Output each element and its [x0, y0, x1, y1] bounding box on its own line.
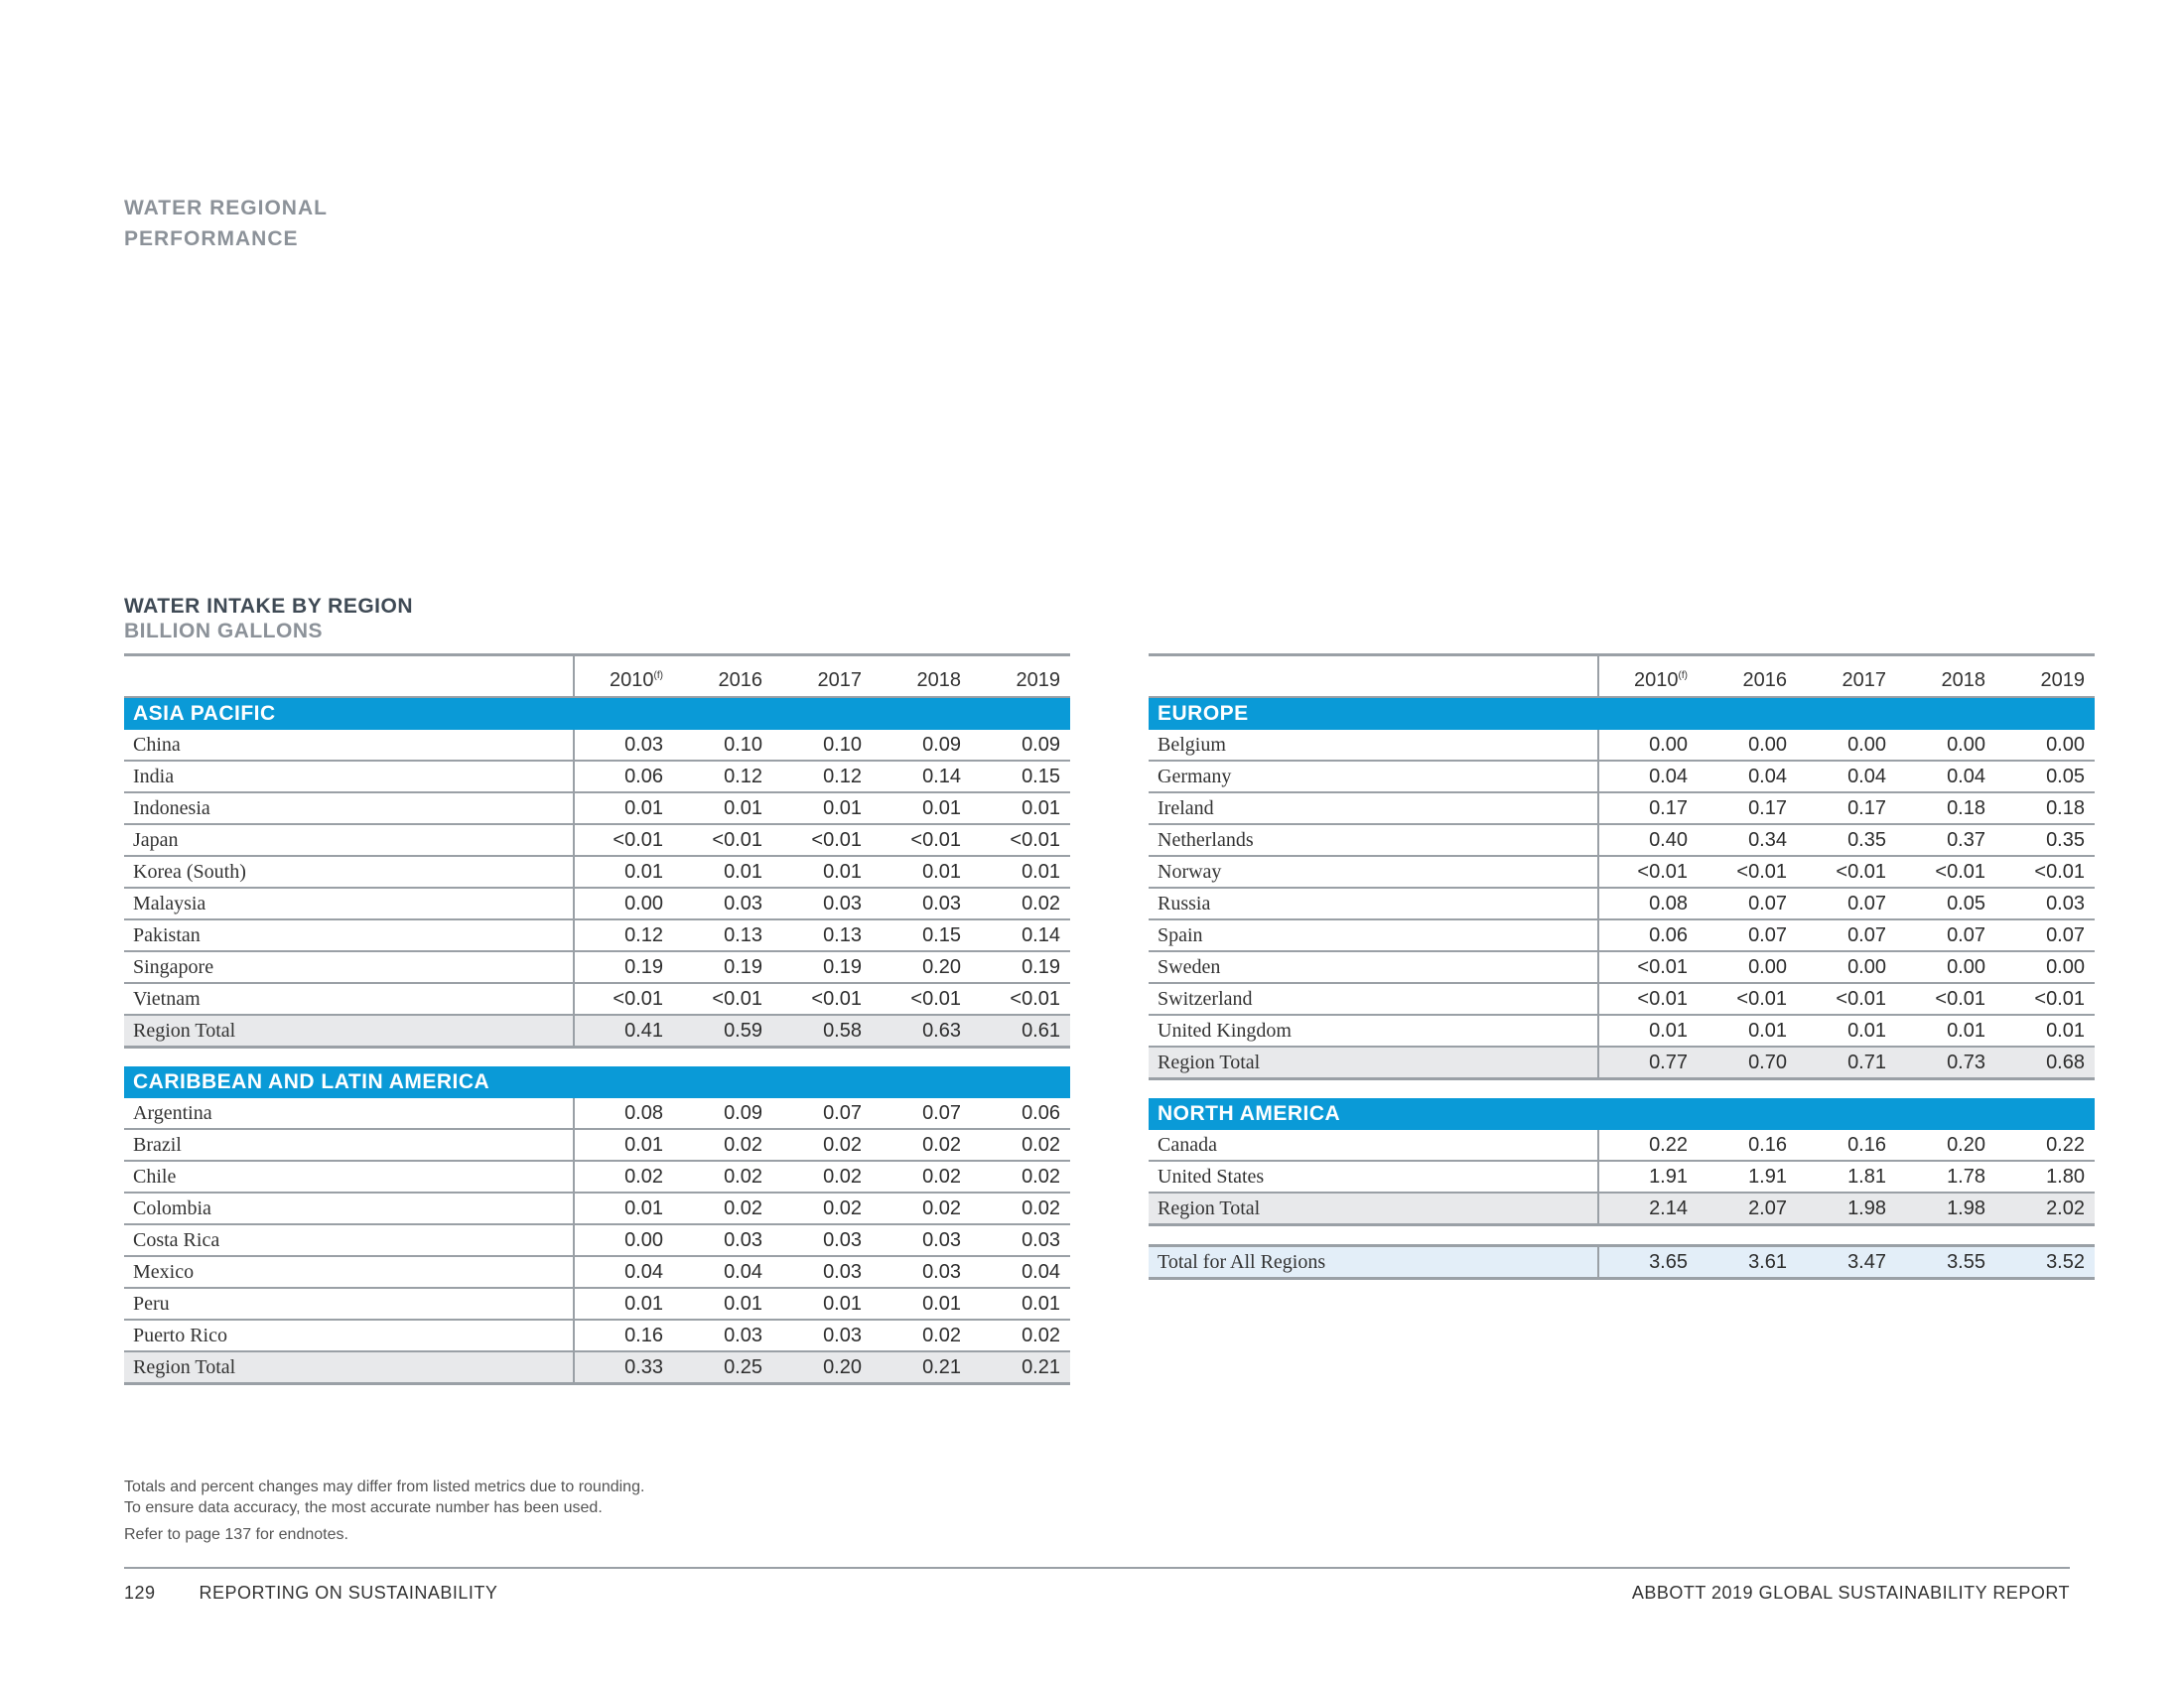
value-cell: 0.05 — [1995, 761, 2095, 792]
value-cell: 0.17 — [1698, 792, 1797, 824]
note-line-2: To ensure data accuracy, the most accurate number has been used. — [124, 1499, 603, 1516]
table-subtitle: BILLION GALLONS — [124, 620, 323, 642]
value-cell: 0.59 — [673, 1015, 772, 1048]
region-total-row — [124, 1351, 1070, 1384]
value-cell: 0.01 — [673, 792, 772, 824]
value-cell: 0.22 — [1598, 1130, 1698, 1161]
value-cell: 0.68 — [1995, 1047, 2095, 1079]
table-row — [124, 1161, 1070, 1193]
value-cell: 0.01 — [574, 856, 673, 888]
value-cell: <0.01 — [1598, 983, 1698, 1015]
value-cell: 0.02 — [673, 1193, 772, 1224]
grand-total-value: 3.47 — [1797, 1246, 1896, 1279]
value-cell: 0.07 — [1896, 919, 1995, 951]
row-label: Costa Rica — [124, 1224, 574, 1256]
region-header-north-america — [1149, 1098, 2095, 1130]
value-cell: <0.01 — [772, 824, 872, 856]
value-cell: 1.91 — [1598, 1161, 1698, 1193]
value-cell: 0.01 — [1698, 1015, 1797, 1047]
value-cell: 0.01 — [1797, 1015, 1896, 1047]
value-cell: 0.01 — [574, 1288, 673, 1320]
row-label: Germany — [1149, 761, 1598, 792]
table-row — [1149, 1161, 2095, 1193]
value-cell: 0.00 — [1698, 951, 1797, 983]
value-cell: <0.01 — [971, 983, 1070, 1015]
value-cell: <0.01 — [872, 824, 971, 856]
row-label: Ireland — [1149, 792, 1598, 824]
row-label: Norway — [1149, 856, 1598, 888]
table-row — [1149, 792, 2095, 824]
value-cell: <0.01 — [1896, 983, 1995, 1015]
value-cell: 0.22 — [1995, 1130, 2095, 1161]
value-cell: 0.19 — [971, 951, 1070, 983]
region-spacer — [1149, 1079, 2095, 1099]
value-cell: <0.01 — [1698, 983, 1797, 1015]
value-cell: 0.63 — [872, 1015, 971, 1048]
value-cell: 0.10 — [673, 730, 772, 761]
note-line-1: Totals and percent changes may differ from listed metrics due to rounding. — [124, 1478, 645, 1495]
grand-total-value: 3.61 — [1698, 1246, 1797, 1279]
row-label: India — [124, 761, 574, 792]
table-row — [1149, 761, 2095, 792]
region-header-europe — [1149, 697, 2095, 730]
value-cell: 0.14 — [971, 919, 1070, 951]
value-cell: 0.03 — [872, 1256, 971, 1288]
value-cell: 0.15 — [971, 761, 1070, 792]
value-cell: 0.07 — [772, 1098, 872, 1129]
table-row — [1149, 888, 2095, 919]
value-cell: <0.01 — [872, 983, 971, 1015]
page-number: 129 — [124, 1583, 156, 1603]
value-cell: 0.02 — [971, 888, 1070, 919]
value-cell: 0.04 — [574, 1256, 673, 1288]
value-cell: 2.14 — [1598, 1193, 1698, 1225]
value-cell: 0.02 — [872, 1129, 971, 1161]
section-title-line-1: WATER REGIONAL — [124, 197, 328, 219]
region-name: NORTH AMERICA — [1149, 1098, 2095, 1130]
value-cell: 0.01 — [574, 792, 673, 824]
value-cell: 1.98 — [1797, 1193, 1896, 1225]
section-title-line-2: PERFORMANCE — [124, 227, 299, 250]
header-2018: 2018 — [1896, 655, 1995, 698]
value-cell: 0.07 — [1698, 888, 1797, 919]
value-cell: 0.13 — [772, 919, 872, 951]
value-cell: 0.01 — [872, 856, 971, 888]
value-cell: 1.78 — [1896, 1161, 1995, 1193]
value-cell: 0.04 — [1896, 761, 1995, 792]
row-label: Spain — [1149, 919, 1598, 951]
value-cell: 0.21 — [971, 1351, 1070, 1384]
table-row — [124, 1129, 1070, 1161]
value-cell: 1.98 — [1896, 1193, 1995, 1225]
value-cell: 0.03 — [673, 888, 772, 919]
value-cell: 0.04 — [673, 1256, 772, 1288]
value-cell: 0.02 — [772, 1193, 872, 1224]
value-cell: 0.01 — [673, 856, 772, 888]
header-2018: 2018 — [872, 655, 971, 698]
value-cell: 0.18 — [1896, 792, 1995, 824]
value-cell: 0.00 — [1995, 730, 2095, 761]
header-2010-label: 2010 — [610, 669, 654, 691]
value-cell: 0.19 — [673, 951, 772, 983]
value-cell: 0.01 — [673, 1288, 772, 1320]
value-cell: 0.03 — [772, 888, 872, 919]
value-cell: <0.01 — [1797, 856, 1896, 888]
header-2010-label: 2010 — [1634, 669, 1679, 691]
value-cell: 0.00 — [1896, 730, 1995, 761]
value-cell: <0.01 — [1896, 856, 1995, 888]
table-row — [1149, 983, 2095, 1015]
region-total-row — [1149, 1047, 2095, 1079]
value-cell: 0.03 — [1995, 888, 2095, 919]
value-cell: 0.02 — [673, 1161, 772, 1193]
row-label: Pakistan — [124, 919, 574, 951]
row-label: Region Total — [124, 1015, 574, 1048]
value-cell: 0.08 — [574, 1098, 673, 1129]
row-label: Mexico — [124, 1256, 574, 1288]
value-cell: <0.01 — [1598, 856, 1698, 888]
value-cell: 0.18 — [1995, 792, 2095, 824]
header-2017: 2017 — [772, 655, 872, 698]
table-row — [124, 824, 1070, 856]
header-2017: 2017 — [1797, 655, 1896, 698]
row-label: Indonesia — [124, 792, 574, 824]
value-cell: 0.12 — [574, 919, 673, 951]
grand-total-row — [1149, 1246, 2095, 1279]
value-cell: 0.03 — [872, 1224, 971, 1256]
value-cell: <0.01 — [1598, 951, 1698, 983]
value-cell: 2.07 — [1698, 1193, 1797, 1225]
table-row — [124, 919, 1070, 951]
table-row — [1149, 824, 2095, 856]
grand-total-value: 3.55 — [1896, 1246, 1995, 1279]
value-cell: 0.19 — [574, 951, 673, 983]
footer-report-title: ABBOTT 2019 GLOBAL SUSTAINABILITY REPORT — [1631, 1583, 2070, 1603]
row-label: Sweden — [1149, 951, 1598, 983]
row-label: Malaysia — [124, 888, 574, 919]
row-label: Vietnam — [124, 983, 574, 1015]
value-cell: 0.10 — [772, 730, 872, 761]
row-label: Peru — [124, 1288, 574, 1320]
row-label: Region Total — [1149, 1047, 1598, 1079]
region-spacer — [124, 1048, 1070, 1067]
grand-total-value: 3.52 — [1995, 1246, 2095, 1279]
spacer-cell — [1149, 1225, 2095, 1246]
value-cell: 0.04 — [1598, 761, 1698, 792]
table-title-block — [124, 594, 413, 643]
value-cell: 0.03 — [673, 1320, 772, 1351]
value-cell: 0.35 — [1797, 824, 1896, 856]
value-cell: 0.04 — [1698, 761, 1797, 792]
table-row — [124, 1320, 1070, 1351]
header-2016: 2016 — [1698, 655, 1797, 698]
row-label: Japan — [124, 824, 574, 856]
table-row — [124, 888, 1070, 919]
value-cell: 0.00 — [1698, 730, 1797, 761]
value-cell: 0.09 — [673, 1098, 772, 1129]
table-row — [1149, 730, 2095, 761]
value-cell: 0.01 — [574, 1193, 673, 1224]
row-label: United Kingdom — [1149, 1015, 1598, 1047]
value-cell: 0.01 — [1995, 1015, 2095, 1047]
value-cell: 0.01 — [772, 856, 872, 888]
row-label: Region Total — [1149, 1193, 1598, 1225]
value-cell: 0.12 — [772, 761, 872, 792]
value-cell: 0.03 — [971, 1224, 1070, 1256]
table-row — [124, 983, 1070, 1015]
value-cell: <0.01 — [1698, 856, 1797, 888]
value-cell: 0.04 — [1797, 761, 1896, 792]
table-row — [124, 792, 1070, 824]
value-cell: 0.77 — [1598, 1047, 1698, 1079]
value-cell: 0.41 — [574, 1015, 673, 1048]
row-label: Colombia — [124, 1193, 574, 1224]
value-cell: 0.00 — [574, 888, 673, 919]
value-cell: 0.09 — [971, 730, 1070, 761]
value-cell: <0.01 — [574, 824, 673, 856]
value-cell: 0.02 — [574, 1161, 673, 1193]
value-cell: 0.70 — [1698, 1047, 1797, 1079]
row-label: Puerto Rico — [124, 1320, 574, 1351]
region-header-caribbean-and-latin-america — [124, 1066, 1070, 1098]
value-cell: 0.03 — [673, 1224, 772, 1256]
region-name: CARIBBEAN AND LATIN AMERICA — [124, 1066, 1070, 1098]
value-cell: 0.00 — [1797, 951, 1896, 983]
value-cell: 0.16 — [1698, 1130, 1797, 1161]
value-cell: 1.81 — [1797, 1161, 1896, 1193]
value-cell: 0.34 — [1698, 824, 1797, 856]
header-2016: 2016 — [673, 655, 772, 698]
row-label: Singapore — [124, 951, 574, 983]
value-cell: 0.21 — [872, 1351, 971, 1384]
region-name: ASIA PACIFIC — [124, 697, 1070, 730]
value-cell: 0.07 — [1995, 919, 2095, 951]
value-cell: 0.02 — [971, 1161, 1070, 1193]
table-row — [124, 761, 1070, 792]
value-cell: <0.01 — [1797, 983, 1896, 1015]
value-cell: 0.00 — [1598, 730, 1698, 761]
value-cell: 2.02 — [1995, 1193, 2095, 1225]
header-blank-cell — [1149, 655, 1598, 698]
value-cell: <0.01 — [1995, 983, 2095, 1015]
table-row — [1149, 856, 2095, 888]
row-label: Netherlands — [1149, 824, 1598, 856]
value-cell: 0.03 — [574, 730, 673, 761]
grand-total-spacer — [1149, 1225, 2095, 1246]
row-label: Canada — [1149, 1130, 1598, 1161]
value-cell: 0.02 — [772, 1129, 872, 1161]
notes — [124, 1477, 644, 1545]
value-cell: 0.01 — [1598, 1015, 1698, 1047]
footer-section: REPORTING ON SUSTAINABILITY — [199, 1583, 498, 1603]
value-cell: 0.03 — [772, 1256, 872, 1288]
table-row — [1149, 1015, 2095, 1047]
value-cell: 0.07 — [1698, 919, 1797, 951]
value-cell: 0.02 — [872, 1161, 971, 1193]
value-cell: 0.09 — [872, 730, 971, 761]
value-cell: <0.01 — [971, 824, 1070, 856]
value-cell: 0.01 — [1896, 1015, 1995, 1047]
value-cell: 0.12 — [673, 761, 772, 792]
region-name: EUROPE — [1149, 697, 2095, 730]
value-cell: 0.35 — [1995, 824, 2095, 856]
table-row — [124, 856, 1070, 888]
value-cell: 0.01 — [971, 792, 1070, 824]
value-cell: 0.06 — [971, 1098, 1070, 1129]
value-cell: 0.06 — [574, 761, 673, 792]
row-label: Russia — [1149, 888, 1598, 919]
table-row — [124, 1193, 1070, 1224]
value-cell: 0.07 — [872, 1098, 971, 1129]
value-cell: 0.01 — [574, 1129, 673, 1161]
table-header-row — [124, 655, 1070, 698]
value-cell: 0.02 — [872, 1320, 971, 1351]
row-label: Chile — [124, 1161, 574, 1193]
table-row — [124, 1224, 1070, 1256]
value-cell: 1.80 — [1995, 1161, 2095, 1193]
row-label: Switzerland — [1149, 983, 1598, 1015]
value-cell: 0.00 — [1797, 730, 1896, 761]
value-cell: 0.03 — [772, 1320, 872, 1351]
value-cell: 0.07 — [1797, 919, 1896, 951]
value-cell: 0.37 — [1896, 824, 1995, 856]
water-intake-table-left — [124, 653, 1070, 1385]
value-cell: 0.01 — [872, 1288, 971, 1320]
row-label: United States — [1149, 1161, 1598, 1193]
table-row — [1149, 951, 2095, 983]
value-cell: 0.16 — [1797, 1130, 1896, 1161]
footer-divider — [124, 1567, 2070, 1569]
footer-left — [124, 1583, 497, 1604]
value-cell: 0.02 — [673, 1129, 772, 1161]
table-row — [124, 1098, 1070, 1129]
value-cell: 0.16 — [574, 1320, 673, 1351]
table-title: WATER INTAKE BY REGION — [124, 595, 414, 618]
row-label: China — [124, 730, 574, 761]
value-cell: 0.06 — [1598, 919, 1698, 951]
value-cell: 0.02 — [971, 1320, 1070, 1351]
table-row — [124, 1256, 1070, 1288]
value-cell: 0.02 — [971, 1193, 1070, 1224]
row-label: Brazil — [124, 1129, 574, 1161]
value-cell: 0.02 — [772, 1161, 872, 1193]
row-label: Belgium — [1149, 730, 1598, 761]
value-cell: 0.19 — [772, 951, 872, 983]
endnotes-reference: Refer to page 137 for endnotes. — [124, 1526, 348, 1543]
value-cell: 0.40 — [1598, 824, 1698, 856]
value-cell: 0.00 — [1896, 951, 1995, 983]
value-cell: 0.03 — [872, 888, 971, 919]
value-cell: 0.73 — [1896, 1047, 1995, 1079]
value-cell: 0.15 — [872, 919, 971, 951]
header-blank-cell — [124, 655, 574, 698]
table-row — [124, 1288, 1070, 1320]
value-cell: <0.01 — [673, 824, 772, 856]
value-cell: 0.17 — [1797, 792, 1896, 824]
header-2019: 2019 — [971, 655, 1070, 698]
region-header-asia-pacific — [124, 697, 1070, 730]
value-cell: 0.02 — [872, 1193, 971, 1224]
value-cell: 0.25 — [673, 1351, 772, 1384]
header-2010 — [574, 655, 673, 698]
value-cell: 0.01 — [971, 856, 1070, 888]
value-cell: 0.03 — [772, 1224, 872, 1256]
value-cell: <0.01 — [574, 983, 673, 1015]
value-cell: 0.00 — [574, 1224, 673, 1256]
value-cell: 0.01 — [772, 792, 872, 824]
value-cell: <0.01 — [1995, 856, 2095, 888]
table-row — [1149, 919, 2095, 951]
value-cell: <0.01 — [772, 983, 872, 1015]
value-cell: 0.20 — [772, 1351, 872, 1384]
value-cell: 0.05 — [1896, 888, 1995, 919]
table-row — [1149, 1130, 2095, 1161]
spacer-cell — [124, 1048, 1070, 1067]
header-2019: 2019 — [1995, 655, 2095, 698]
value-cell: 0.20 — [872, 951, 971, 983]
water-intake-table-right — [1149, 653, 2095, 1280]
value-cell: 0.58 — [772, 1015, 872, 1048]
region-total-row — [1149, 1193, 2095, 1225]
table-header-row — [1149, 655, 2095, 698]
value-cell: 0.04 — [971, 1256, 1070, 1288]
region-total-row — [124, 1015, 1070, 1048]
value-cell: 1.91 — [1698, 1161, 1797, 1193]
row-label: Korea (South) — [124, 856, 574, 888]
value-cell: 0.01 — [772, 1288, 872, 1320]
grand-total-value: 3.65 — [1598, 1246, 1698, 1279]
table-row — [124, 951, 1070, 983]
section-title — [124, 193, 328, 254]
value-cell: 0.61 — [971, 1015, 1070, 1048]
header-2010-footnote: (f) — [1678, 670, 1688, 681]
value-cell: 0.13 — [673, 919, 772, 951]
value-cell: 0.17 — [1598, 792, 1698, 824]
header-2010 — [1598, 655, 1698, 698]
value-cell: 0.01 — [971, 1288, 1070, 1320]
header-2010-footnote: (f) — [653, 670, 663, 681]
row-label: Region Total — [124, 1351, 574, 1384]
row-label: Argentina — [124, 1098, 574, 1129]
value-cell: 0.01 — [872, 792, 971, 824]
value-cell: 0.02 — [971, 1129, 1070, 1161]
value-cell: 0.20 — [1896, 1130, 1995, 1161]
grand-total-label: Total for All Regions — [1149, 1246, 1598, 1279]
value-cell: 0.08 — [1598, 888, 1698, 919]
value-cell: 0.33 — [574, 1351, 673, 1384]
value-cell: 0.07 — [1797, 888, 1896, 919]
table-row — [124, 730, 1070, 761]
value-cell: 0.14 — [872, 761, 971, 792]
spacer-cell — [1149, 1079, 2095, 1099]
value-cell: 0.00 — [1995, 951, 2095, 983]
value-cell: 0.71 — [1797, 1047, 1896, 1079]
value-cell: <0.01 — [673, 983, 772, 1015]
